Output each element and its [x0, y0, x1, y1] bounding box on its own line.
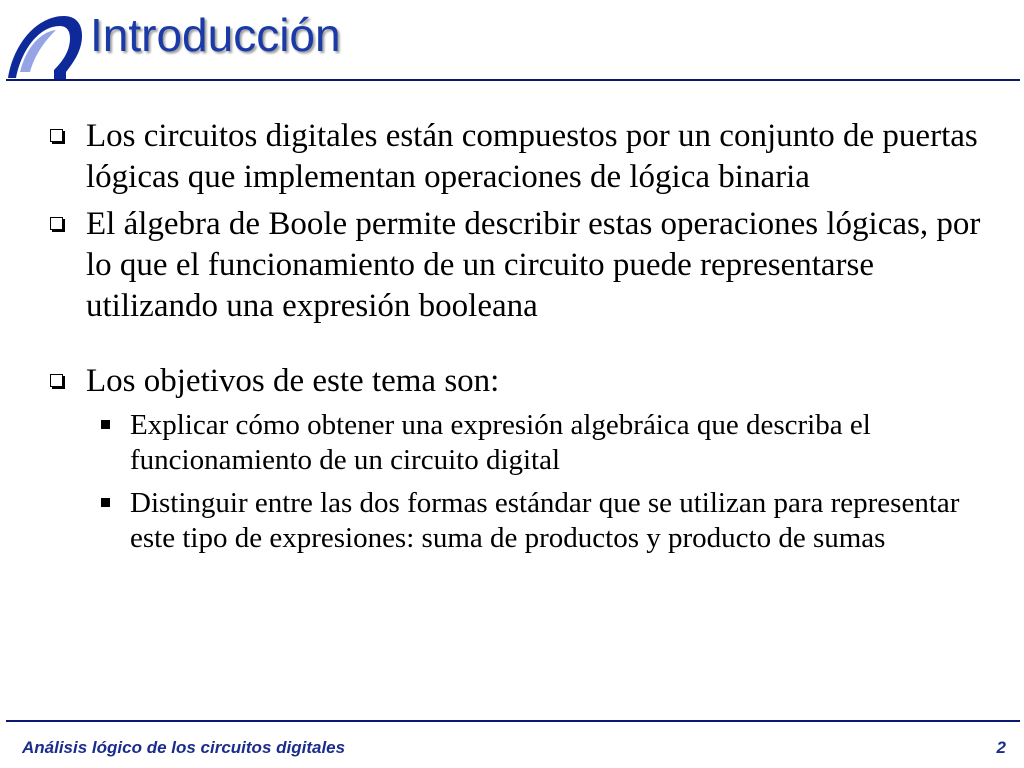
sub-bullet-item — [48, 486, 988, 556]
page-number: 2 — [996, 738, 1006, 757]
slide-content — [48, 116, 988, 556]
swoosh-logo-icon — [6, 12, 84, 80]
bullet-text: Los circuitos digitales están compuestos por un conjunto de puertas lógicas que implementan operaciones de lógica binaria — [86, 118, 978, 195]
sub-bullet-list — [48, 408, 988, 556]
title-divider — [6, 79, 1020, 81]
sub-bullet-item — [48, 408, 988, 478]
footer-title: Análisis lógico de los circuitos digitales — [22, 738, 346, 757]
bullet-item — [48, 204, 988, 327]
filled-square-bullet-icon — [101, 498, 110, 507]
sub-bullet-text: Explicar cómo obtener una expresión algebráica que describa el funcionamiento de un circuito digital — [130, 409, 871, 476]
hollow-square-bullet-icon — [50, 129, 63, 142]
bullet-text: El álgebra de Boole permite describir estas operaciones lógicas, por lo que el funcionamiento de un circuito puede representarse utilizando una expresión booleana — [86, 206, 981, 324]
bullet-item — [48, 116, 988, 198]
slide-title: Introducción — [90, 9, 341, 61]
hollow-square-bullet-icon — [50, 374, 63, 387]
sub-bullet-text: Distinguir entre las dos formas estándar que se utilizan para representar este tipo de expresiones: suma de productos y producto de sumas — [130, 487, 960, 554]
footer-divider — [6, 720, 1020, 722]
filled-square-bullet-icon — [101, 420, 110, 429]
bullet-item — [48, 361, 988, 402]
hollow-square-bullet-icon — [50, 217, 63, 230]
bullet-text: Los objetivos de este tema son: — [86, 363, 500, 399]
